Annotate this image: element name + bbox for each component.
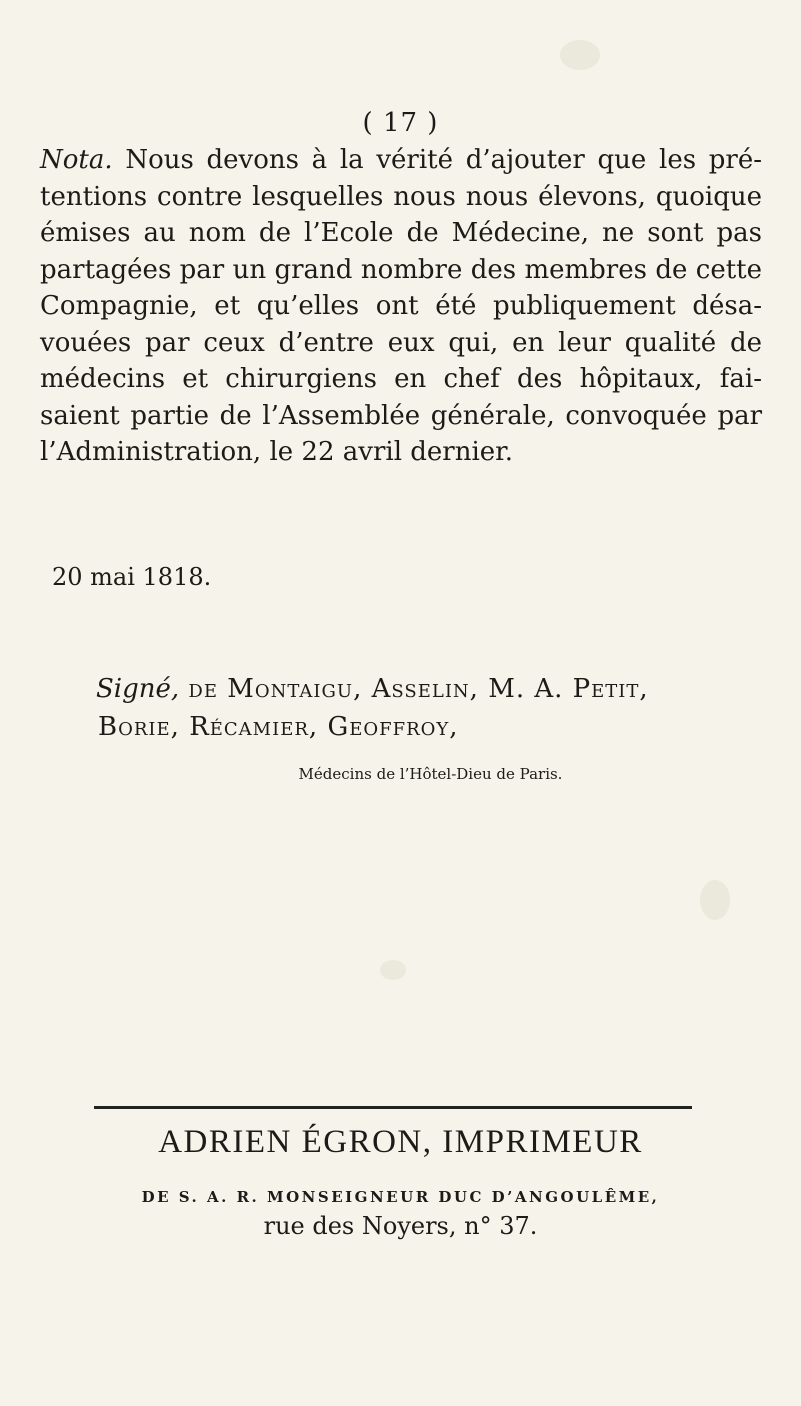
page-number: ( 17 )	[362, 108, 439, 138]
nota-line: par l’Administration, le 22 avril dernier.	[40, 400, 763, 467]
nota-paragraph	[40, 142, 762, 471]
nota-line: Nous devons à la vérité d’ajouter que les pré-	[112, 145, 762, 175]
signatories-line-1: de Montaigu, Asselin, M. A. Petit,	[179, 674, 649, 704]
nota-line: partagées par un grand nombre des membres de cette	[40, 254, 762, 285]
horizontal-rule	[94, 1106, 692, 1109]
printer-name: ADRIEN ÉGRON, IMPRIMEUR	[158, 1124, 643, 1160]
paper-stain	[380, 960, 406, 980]
signatures-block	[96, 670, 776, 746]
nota-line: Compagnie, et qu’elles ont été publiquement désa-	[40, 291, 762, 321]
nota-line: saient partie de l’Assemblée générale, convoquée	[40, 400, 707, 431]
signatories-line-2: Borie, Récamier, Geoffroy,	[98, 712, 459, 742]
nota-line: médecins et chirurgiens en chef des hôpitaux, fai-	[40, 364, 762, 394]
printer-address: rue des Noyers, n° 37.	[263, 1212, 538, 1240]
paper-stain	[700, 880, 730, 920]
paper-stain	[560, 40, 600, 70]
signed-label: Signé,	[96, 674, 180, 704]
nota-line: émises au nom de l’Ecole de Médecine, ne sont pas	[40, 218, 762, 248]
date-line: 20 mai 1818.	[52, 563, 212, 591]
nota-line: tentions contre lesquelles nous nous élevons, quoique	[40, 181, 762, 212]
printer-title: DE S. A. R. MONSEIGNEUR DUC D’ANGOULÊME,	[141, 1188, 660, 1206]
nota-label: Nota.	[40, 145, 113, 175]
signatories-affiliation: Médecins de l’Hôtel-Dieu de Paris.	[298, 765, 563, 783]
nota-line: vouées par ceux d’entre eux qui, en leur qualité de	[40, 327, 762, 358]
